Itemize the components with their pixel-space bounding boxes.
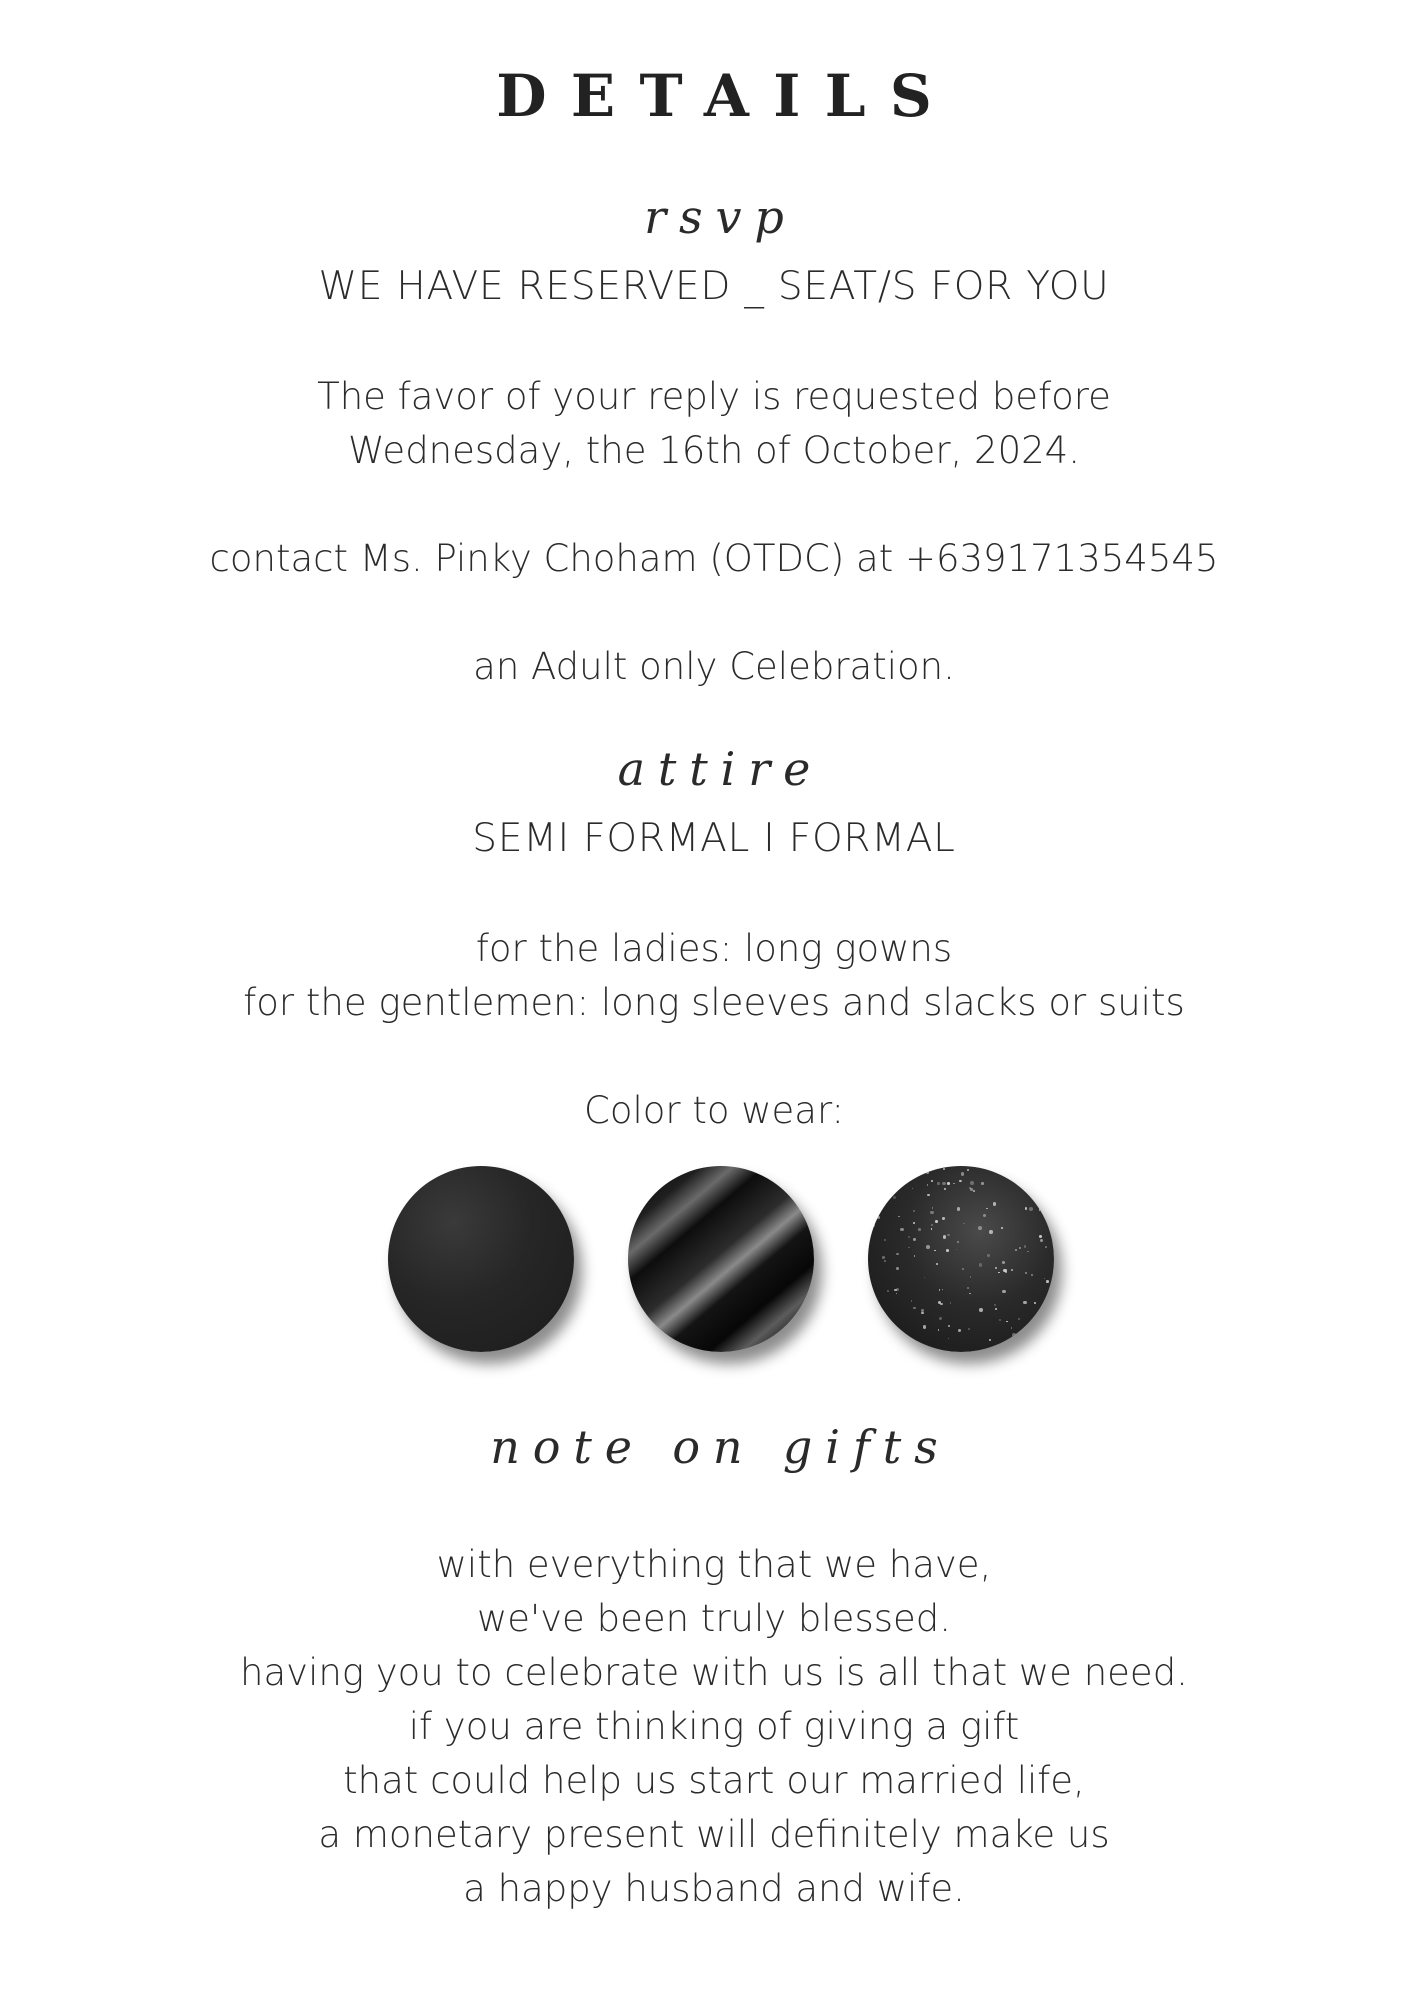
glitter-sparkle xyxy=(1023,1301,1027,1305)
glitter-sparkle xyxy=(989,1339,991,1341)
glitter-sparkle xyxy=(943,1168,945,1170)
gift-line: a monetary present will definitely make us xyxy=(318,1813,1110,1856)
glitter-sparkle xyxy=(1046,1280,1049,1283)
glitter-sparkle xyxy=(923,1171,925,1173)
attire-heading: attire xyxy=(617,742,824,796)
glitter-sparkle xyxy=(913,1210,915,1212)
glitter-sparkle xyxy=(1040,1167,1042,1169)
glitter-sparkle xyxy=(908,1236,910,1238)
glitter-sparkle xyxy=(987,1254,990,1257)
glitter-sparkle xyxy=(942,1289,943,1290)
glitter-sparkle xyxy=(1001,1227,1003,1229)
glitter-sparkle xyxy=(918,1228,921,1231)
glitter-sparkle xyxy=(1029,1207,1033,1211)
glitter-sparkle xyxy=(873,1177,875,1179)
glitter-sparkle xyxy=(960,1180,962,1182)
gift-line: with everything that we have, xyxy=(436,1543,992,1586)
glitter-sparkle xyxy=(962,1268,964,1270)
glitter-sparkle xyxy=(939,1289,941,1291)
glitter-sparkle xyxy=(871,1189,874,1192)
glitter-sparkle xyxy=(1039,1209,1041,1211)
glitter-sparkle xyxy=(938,1329,940,1331)
glitter-sparkle xyxy=(970,1276,972,1278)
glitter-sparkle xyxy=(1042,1325,1044,1327)
glitter-sparkle xyxy=(967,1287,969,1289)
glitter-sparkle xyxy=(1045,1246,1047,1248)
glitter-sparkle xyxy=(1039,1235,1043,1239)
glitter-sparkle xyxy=(896,1267,899,1270)
rsvp-heading: rsvp xyxy=(644,190,797,244)
glitter-sparkle xyxy=(937,1182,940,1185)
glitter-sparkle xyxy=(927,1194,930,1197)
gifts-heading: note on gifts xyxy=(490,1420,951,1474)
glitter-sparkle xyxy=(896,1293,897,1294)
glitter-sparkle xyxy=(978,1226,982,1230)
glitter-sparkle xyxy=(897,1183,898,1184)
glitter-sparkle xyxy=(968,1328,970,1330)
glitter-sparkle xyxy=(973,1190,975,1192)
glitter-sparkle xyxy=(986,1208,988,1210)
glitter-sparkle xyxy=(956,1249,957,1250)
glitter-sparkle xyxy=(926,1171,929,1174)
dress-code: SEMI FORMAL I FORMAL xyxy=(472,816,956,861)
glitter-sparkle xyxy=(999,1319,1000,1320)
reply-line-1: The favor of your reply is requested before xyxy=(317,375,1111,418)
color-label: Color to wear: xyxy=(584,1089,844,1132)
glitter-sparkle xyxy=(979,1308,983,1312)
glitter-sparkle xyxy=(884,1260,886,1262)
glitter-sparkle xyxy=(930,1211,934,1215)
glitter-sparkle xyxy=(1006,1321,1008,1323)
glitter-sparkle xyxy=(919,1166,921,1168)
glitter-sparkle xyxy=(914,1255,915,1256)
gift-line: a happy husband and wife. xyxy=(463,1867,965,1910)
glitter-sparkle xyxy=(882,1256,885,1259)
reply-line-2: Wednesday, the 16th of October, 2024. xyxy=(348,429,1080,472)
gift-line: if you are thinking of giving a gift xyxy=(408,1705,1020,1748)
glitter-sparkle xyxy=(868,1223,872,1227)
swatch-matte-black xyxy=(388,1166,574,1352)
glitter-sparkle xyxy=(870,1300,871,1301)
glitter-sparkle xyxy=(872,1224,875,1227)
glitter-sparkle xyxy=(894,1289,897,1292)
glitter-sparkle xyxy=(1025,1272,1027,1274)
glitter-sparkle xyxy=(983,1214,986,1217)
glitter-sparkle xyxy=(1010,1344,1011,1345)
glitter-sparkle xyxy=(963,1223,965,1225)
glitter-sparkle xyxy=(1031,1274,1033,1276)
adult-only-line: an Adult only Celebration. xyxy=(473,645,955,688)
glitter-sparkle xyxy=(1018,1318,1021,1321)
glitter-sparkle xyxy=(970,1181,974,1185)
glitter-sparkle xyxy=(994,1304,996,1306)
glitter-sparkle xyxy=(1048,1169,1050,1171)
glitter-sparkle xyxy=(913,1307,915,1309)
glitter-sparkle xyxy=(944,1188,947,1191)
glitter-sparkle xyxy=(989,1230,993,1234)
glitter-sparkle xyxy=(958,1329,961,1332)
glitter-sparkle xyxy=(948,1325,951,1328)
glitter-sparkle xyxy=(1045,1303,1048,1306)
glitter-sparkle xyxy=(1002,1261,1005,1264)
glitter-sparkle xyxy=(877,1216,879,1218)
glitter-sparkle xyxy=(942,1182,945,1185)
glitter-sparkle xyxy=(953,1183,955,1185)
glitter-sparkle xyxy=(947,1182,950,1185)
gift-line: that could help us start our married life, xyxy=(343,1759,1085,1802)
glitter-sparkle xyxy=(886,1182,889,1185)
glitter-sparkle xyxy=(967,1169,969,1171)
gentlemen-attire: for the gentlemen: long sleeves and slacks or suits xyxy=(243,981,1185,1024)
glitter-sparkle xyxy=(950,1302,951,1303)
glitter-sparkle xyxy=(936,1263,938,1265)
glitter-sparkle xyxy=(1019,1247,1021,1249)
glitter-sparkle xyxy=(939,1317,942,1320)
glitter-sparkle xyxy=(913,1238,915,1240)
glitter-sparkle xyxy=(884,1239,887,1242)
glitter-sparkle xyxy=(927,1184,928,1185)
contact-line: contact Ms. Pinky Choham (OTDC) at +639171354545 xyxy=(209,537,1219,580)
glitter-sparkle xyxy=(946,1249,949,1252)
glitter-sparkle xyxy=(869,1169,872,1172)
glitter-sparkle xyxy=(1024,1245,1026,1247)
glitter-sparkle xyxy=(1012,1333,1016,1337)
glitter-sparkle xyxy=(887,1290,889,1292)
glitter-sparkle xyxy=(970,1188,973,1191)
glitter-sparkle xyxy=(1011,1327,1012,1328)
glitter-sparkle xyxy=(932,1207,933,1208)
glitter-sparkle xyxy=(1015,1249,1017,1251)
glitter-sparkle xyxy=(908,1247,909,1248)
glitter-sparkle xyxy=(894,1192,895,1193)
glitter-sparkle xyxy=(921,1312,924,1315)
glitter-sparkle xyxy=(1005,1271,1008,1274)
gift-line: we've been truly blessed. xyxy=(476,1597,952,1640)
ladies-attire: for the ladies: long gowns xyxy=(475,927,953,970)
glitter-sparkle xyxy=(979,1263,982,1266)
glitter-sparkle xyxy=(995,1267,997,1269)
glitter-sparkle xyxy=(1011,1269,1013,1271)
glitter-sparkle xyxy=(900,1228,903,1231)
swatch-black-satin xyxy=(628,1166,814,1352)
glitter-sparkle xyxy=(935,1220,938,1223)
glitter-sparkle xyxy=(931,1180,933,1182)
glitter-sparkle xyxy=(943,1235,947,1239)
glitter-sparkle xyxy=(911,1300,913,1302)
glitter-sparkle xyxy=(931,1228,932,1229)
reserved-seats-text: WE HAVE RESERVED _ SEAT/S FOR YOU xyxy=(318,264,1110,309)
glitter-sparkle xyxy=(947,1234,949,1236)
glitter-sparkle xyxy=(948,1338,949,1339)
glitter-sparkle xyxy=(942,1217,945,1220)
glitter-sparkle xyxy=(1027,1181,1028,1182)
glitter-sparkle xyxy=(923,1325,927,1329)
glitter-sparkle xyxy=(969,1293,970,1294)
glitter-sparkle xyxy=(931,1224,933,1226)
glitter-sparkle xyxy=(924,1277,925,1278)
glitter-sparkle xyxy=(912,1188,913,1189)
glitter-sparkle xyxy=(981,1182,983,1184)
color-swatches xyxy=(0,1166,1428,1366)
glitter-sparkle xyxy=(875,1181,877,1183)
glitter-sparkle xyxy=(998,1272,999,1273)
swatch-black-glitter xyxy=(868,1166,1054,1352)
glitter-sparkle xyxy=(893,1196,896,1199)
glitter-sparkle xyxy=(934,1250,935,1251)
glitter-sparkle xyxy=(957,1207,960,1210)
glitter-sparkle xyxy=(926,1245,930,1249)
glitter-sparkle xyxy=(1034,1302,1036,1304)
glitter-sparkle xyxy=(1040,1239,1044,1243)
glitter-sparkle xyxy=(913,1222,915,1224)
glitter-sparkle xyxy=(1025,1207,1028,1210)
glitter-sparkle xyxy=(894,1330,897,1333)
page-title: DETAILS xyxy=(496,62,957,130)
glitter-sparkle xyxy=(957,1241,958,1242)
glitter-sparkle xyxy=(877,1335,879,1337)
glitter-sparkle xyxy=(898,1216,899,1217)
glitter-sparkle xyxy=(1027,1251,1029,1253)
glitter-sparkle xyxy=(1038,1182,1041,1185)
gift-line: having you to celebrate with us is all that we need. xyxy=(240,1651,1188,1694)
glitter-sparkle xyxy=(993,1202,996,1205)
glitter-sparkle xyxy=(995,1308,997,1310)
glitter-sparkle xyxy=(882,1341,884,1343)
glitter-sparkle xyxy=(961,1172,965,1176)
glitter-sparkle xyxy=(1002,1290,1006,1294)
glitter-sparkle xyxy=(869,1317,871,1319)
glitter-sparkle xyxy=(1044,1278,1045,1279)
glitter-sparkle xyxy=(896,1253,898,1255)
